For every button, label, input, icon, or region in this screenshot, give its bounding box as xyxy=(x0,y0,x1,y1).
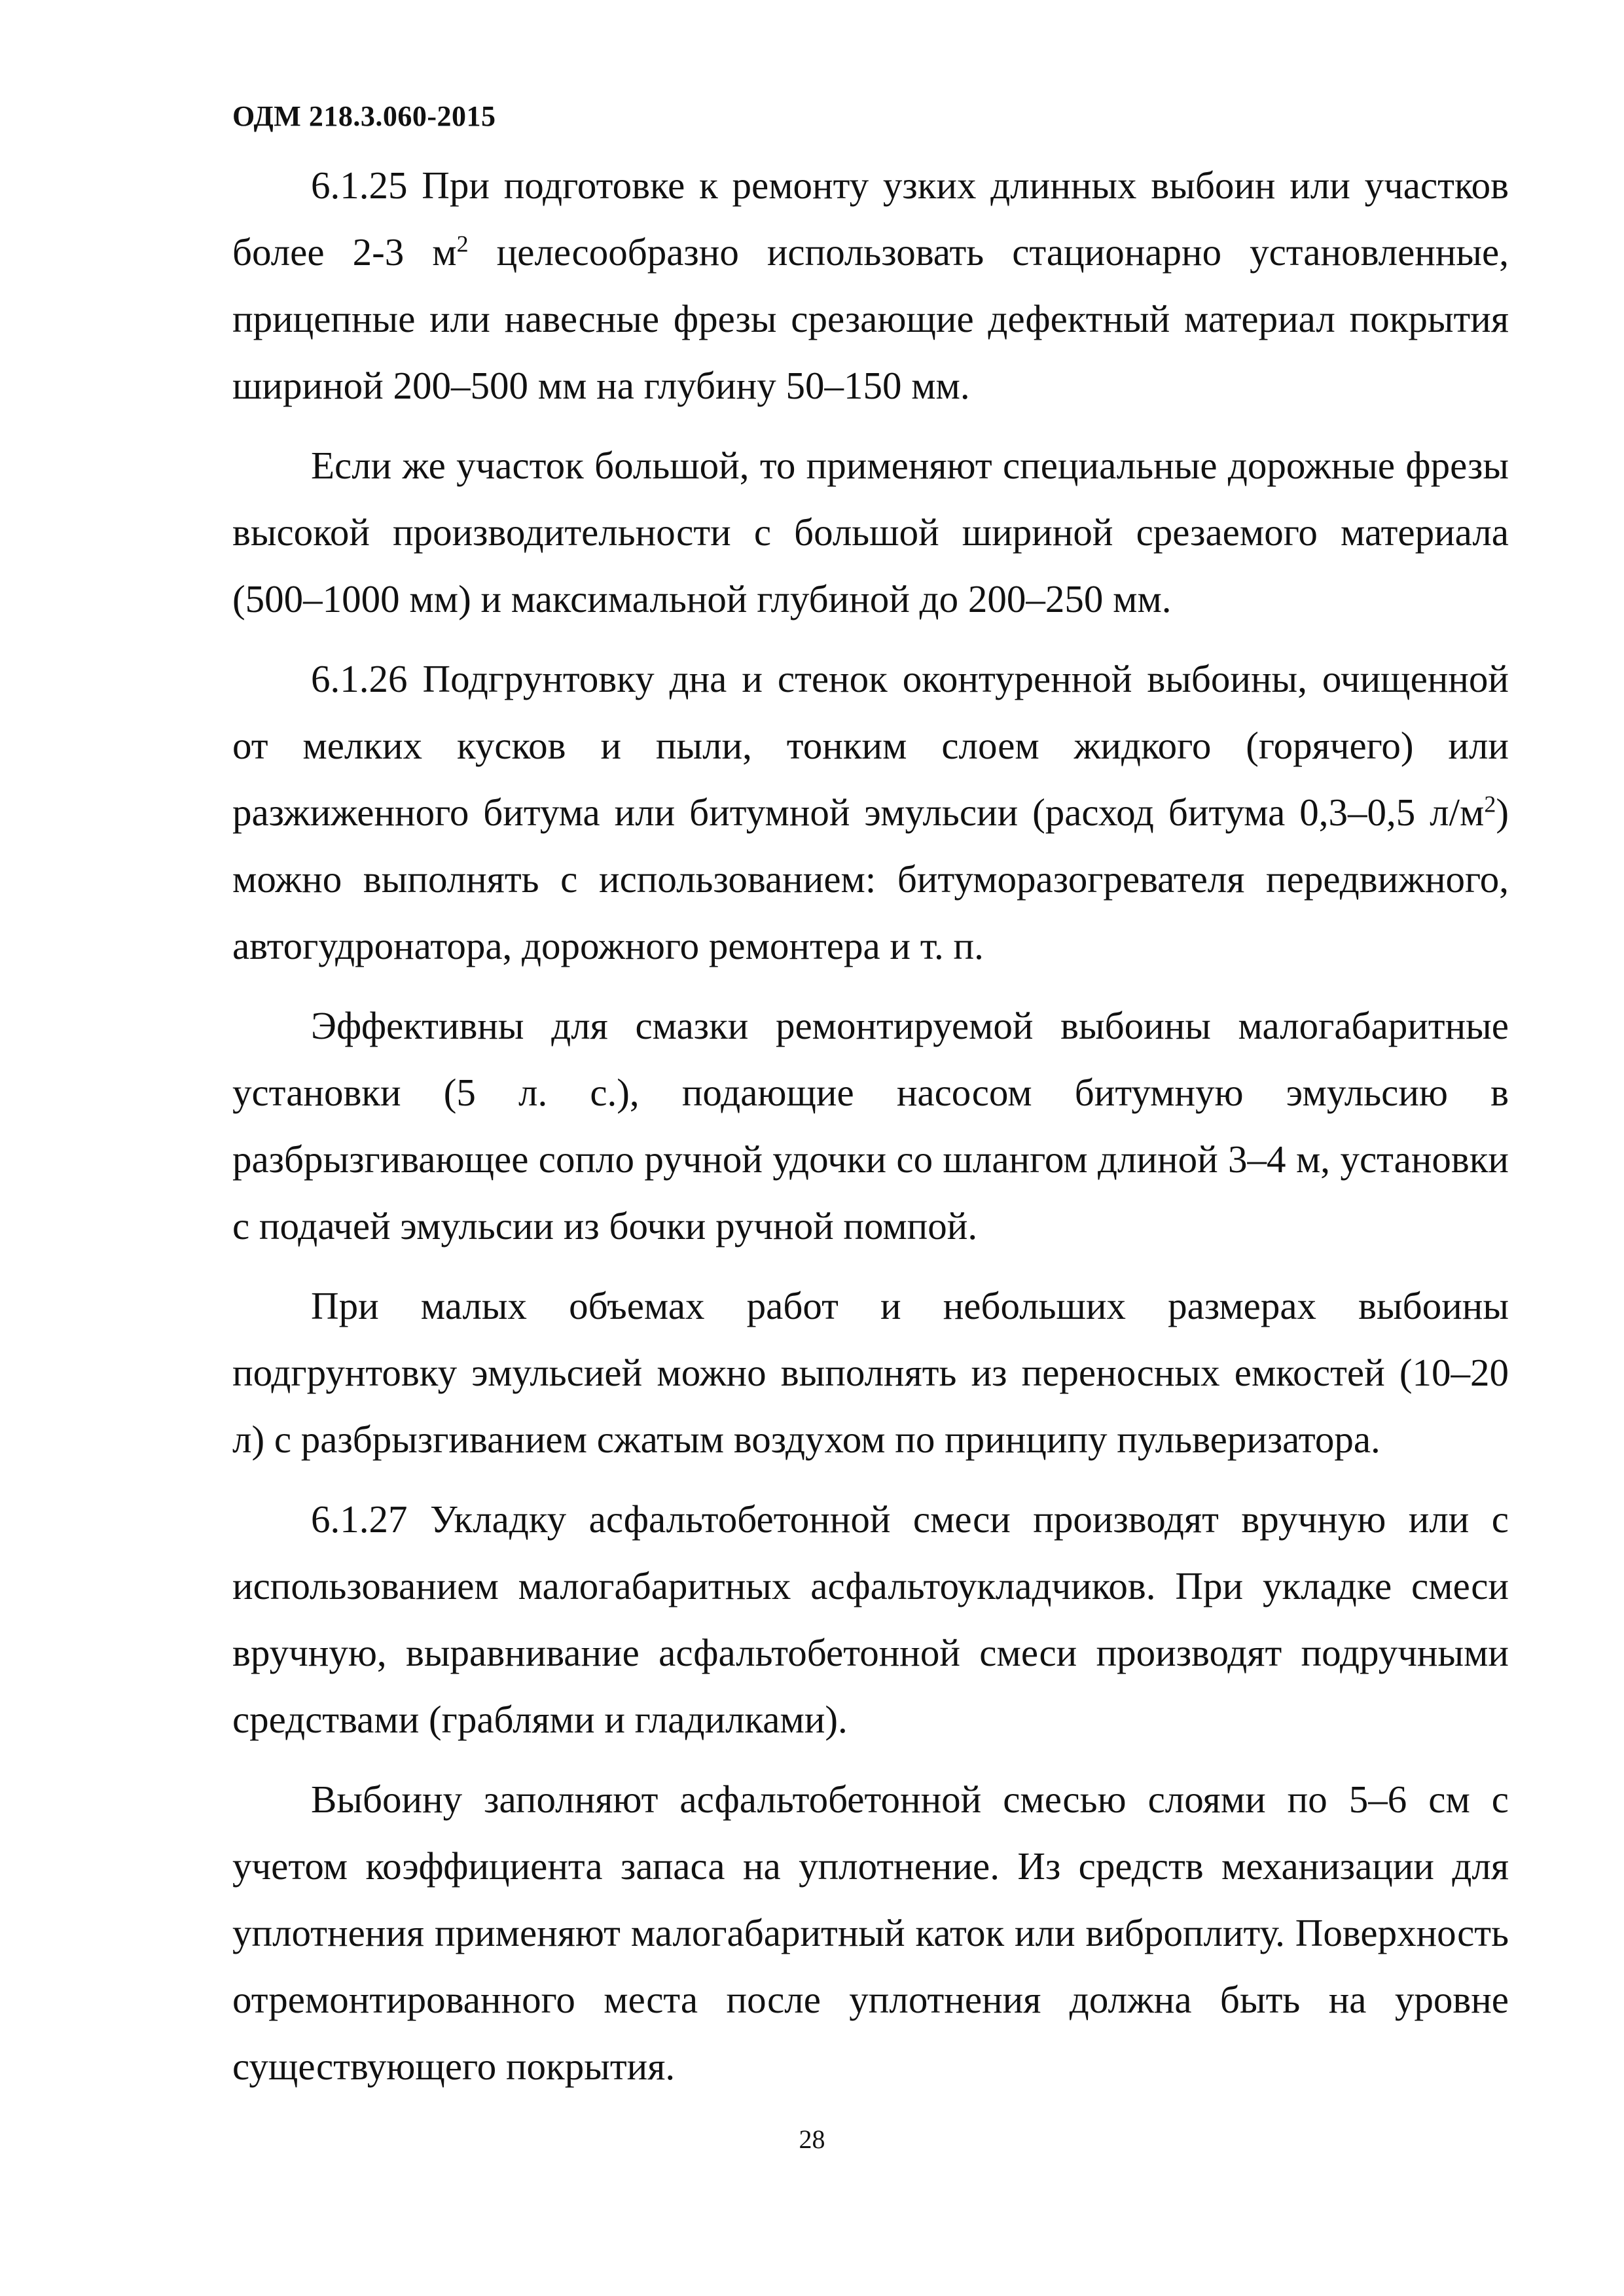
paragraph-text: целесообразно использовать стационарно установленные, прицепные или навесные фрезы срезающие дефектный материал покрытия шириной 200–500 мм на глубину 50–150 мм. xyxy=(232,230,1509,407)
paragraph-portable-containers: При малых объемах работ и небольших размерах выбоины подгрунтовку эмульсией можно выполнять из переносных емкостей (10–20 л) с разбрызгиванием сжатым воздухом по принципу пульверизатора. xyxy=(232,1284,1509,1461)
paragraph-small-units: Эффективны для смазки ремонтируемой выбоины малогабаритные установки (5 л. с.), подающие насосом битумную эмульсию в разбрызгивающее сопло ручной удочки со шлангом длиной 3–4 м, установки с подачей эмульсии из бочки ручной помпой. xyxy=(232,1004,1509,1247)
page-number: 28 xyxy=(799,2125,825,2154)
paragraph-filling-layers: Выбоину заполняют асфальтобетонной смесью слоями по 5–6 см с учетом коэффициента запаса на уплотнение. Из средств механизации для уплотнения применяют малогабаритный каток или виброплиту. Поверхность отремонтированного места после уплотнения должна быть на уровне существующего покрытия. xyxy=(232,1778,1509,2088)
paragraph-6-1-27: 6.1.27 Укладку асфальтобетонной смеси производят вручную или с использованием малогабаритных асфальтоукладчиков. При укладке смеси вручную, выравнивание асфальтобетонной смеси производят подручными средствами (граблями и гладилками). xyxy=(232,1498,1509,1741)
superscript: 2 xyxy=(456,230,469,257)
paragraph-text: ) можно выполнять с использованием: битуморазогревателя передвижного, автогудронатора, дорожного ремонтера и т. п. xyxy=(232,791,1509,967)
paragraph-6-1-25 xyxy=(232,152,1509,419)
paragraph-text: 6.1.26 Подгрунтовку дна и стенок оконтуренной выбоины, очищенной от мелких кусков и пыли, тонким слоем жидкого (горячего) или разжиженного битума или битумной эмульсии (расход битума 0,3–0,5 л/м xyxy=(232,657,1509,834)
document-body xyxy=(232,152,1509,2113)
paragraph-6-1-26 xyxy=(232,645,1509,979)
paragraph-milling-large-area: Если же участок большой, то применяют специальные дорожные фрезы высокой производительности с большой шириной срезаемого материала (500–1000 мм) и максимальной глубиной до 200–250 мм. xyxy=(232,444,1509,620)
superscript: 2 xyxy=(1484,791,1496,817)
document-code-header: ОДМ 218.3.060-2015 xyxy=(232,100,496,132)
paragraph-text: 6.1.25 При подготовке к ремонту узких длинных выбоин или участков более 2-3 м xyxy=(232,164,1509,274)
